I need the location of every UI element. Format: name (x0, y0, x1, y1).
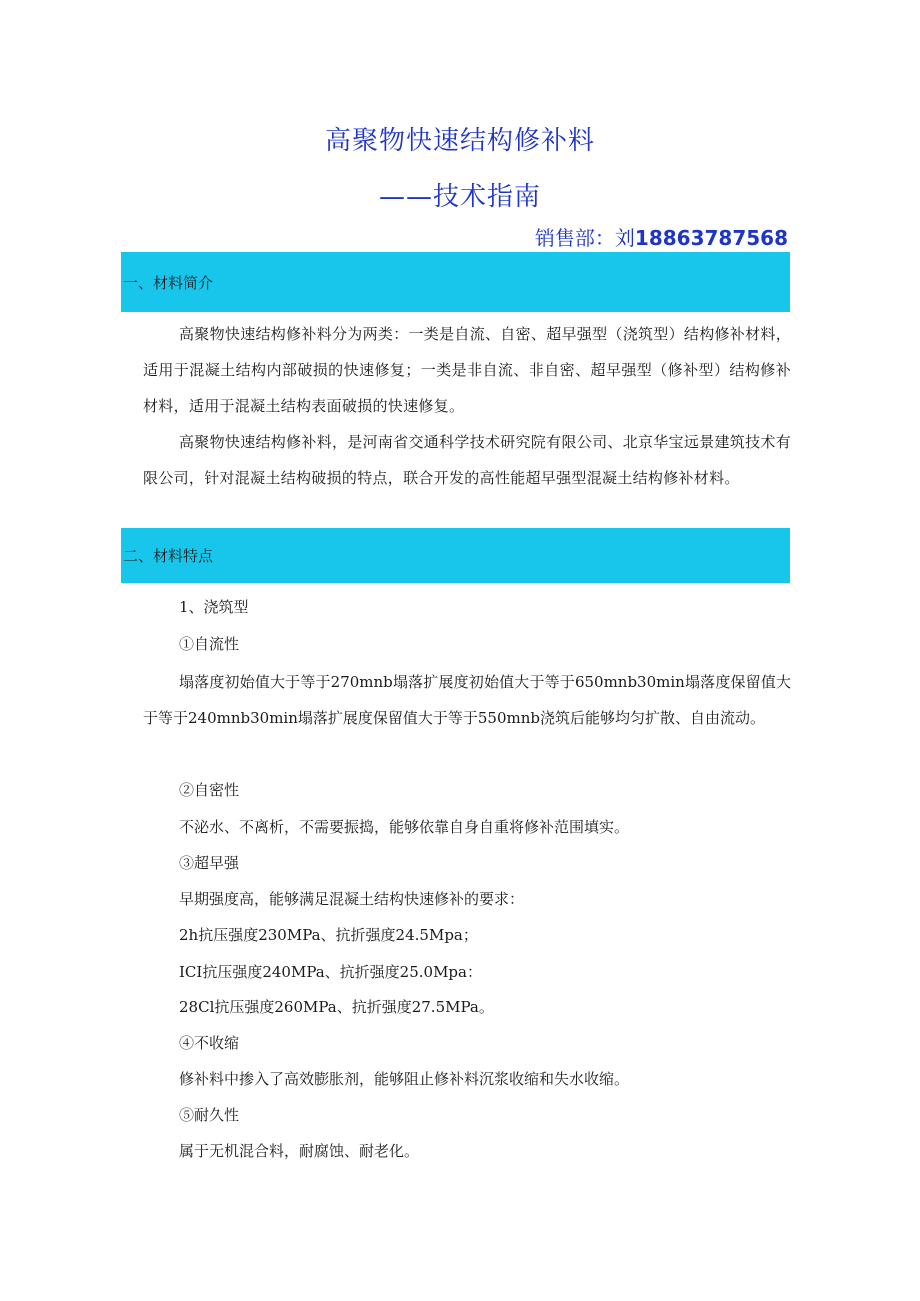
feature-title-no-shrink: ④不收缩 (179, 1034, 240, 1052)
document-title: 高聚物快速结构修补料 (324, 126, 595, 156)
feature-text-self-compact: 不泌水、不离析，不需要振捣，能够依靠自身自重将修补范围填实。 (179, 818, 630, 836)
strength-line-28d: 28Cl抗压强度260MPa、抗折强度27.5MPa。 (179, 998, 494, 1016)
document-subtitle: ——技术指南 (378, 182, 541, 212)
section-heading-text: 二、材料特点 (123, 547, 214, 565)
feature-title-durability: ⑤耐久性 (179, 1106, 240, 1124)
section-heading-text: 一、材料简介 (123, 273, 214, 292)
subsection-pour-type: 1、浇筑型 (179, 598, 249, 616)
feature-text-self-flow: 塌落度初始值大于等于270mnb塌落扩展度初始值大于等于650mnb30min塌落度保留值大于等于240mnb30min塌落扩展度保留值大于等于550mnb浇筑后能够均匀扩散、自由流动。 (143, 673, 791, 727)
sales-phone: 18863787568 (634, 226, 788, 250)
feature-text-durability: 属于无机混合料，耐腐蚀、耐老化。 (179, 1142, 420, 1160)
feature-title-self-flow: ①自流性 (179, 635, 240, 653)
sales-label: 销售部：刘 (534, 226, 635, 250)
intro-paragraph-1: 高聚物快速结构修补料分为两类：一类是自流、自密、超早强型（浇筑型）结构修补材料，适用于混凝土结构内部破损的快速修复；一类是非自流、非自密、超早强型（修补型）结构修补材料，适用于混凝土结构表面破损的快速修复。 (143, 325, 792, 415)
strength-line-1d: ICI抗压强度240MPa、抗折强度25.0Mpa： (179, 963, 482, 981)
feature-title-self-compact: ②自密性 (179, 781, 240, 799)
strength-line-2h: 2h抗压强度230MPa、抗折强度24.5Mpa； (179, 926, 478, 944)
section-heading-features (121, 528, 790, 583)
feature-title-early-strength: ③超早强 (179, 854, 240, 872)
feature-text-no-shrink: 修补料中掺入了高效膨胀剂，能够阻止修补料沉浆收缩和失水收缩。 (179, 1070, 630, 1088)
intro-paragraph-2: 高聚物快速结构修补料，是河南省交通科学技术研究院有限公司、北京华宝远景建筑技术有限公司，针对混凝土结构破损的特点，联合开发的高性能超早强型混凝土结构修补材料。 (143, 433, 792, 487)
section-heading-intro (121, 252, 790, 312)
feature-text-early-strength: 早期强度高，能够满足混凝土结构快速修补的要求： (179, 890, 525, 908)
sales-contact (535, 222, 788, 251)
